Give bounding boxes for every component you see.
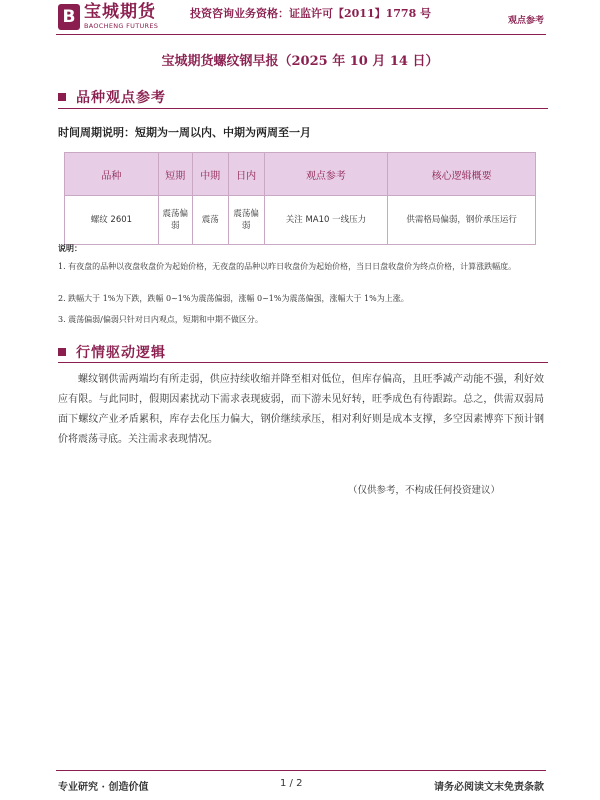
report-title: 宝城期货螺纹钢早报（2025 年 10 月 14 日）: [161, 54, 439, 69]
table-row: [65, 196, 536, 245]
section-bullet-icon: [58, 348, 66, 356]
header-mid-term: 中期: [192, 153, 228, 196]
notes-label: 说明：: [58, 243, 82, 253]
page-header: [0, 0, 600, 36]
logo-mark-icon: B: [58, 4, 80, 30]
cell-core-logic: 供需格局偏弱，钢价承压运行: [388, 196, 536, 245]
page-number: 1 / 2: [280, 778, 303, 789]
cell-mid-term: 震荡: [192, 196, 228, 245]
section-heading-views: [58, 87, 166, 107]
section-bullet-icon: [58, 93, 66, 101]
header-view: 观点参考: [264, 153, 388, 196]
footer-divider: [56, 770, 546, 771]
footer-slogan: 专业研究 · 创造价值: [58, 782, 149, 793]
license-text: 投资咨询业务资格：证监许可【2011】1778 号: [190, 7, 432, 20]
footer-disclaimer-note: 请务必阅读文末免责条款: [434, 782, 544, 793]
note-item: 2. 跌幅大于 1%为下跌，跌幅 0~1%为震荡偏弱，涨幅 0~1%为震荡偏强，涨幅大于 1%为上涨。: [58, 294, 409, 303]
section-title: 品种观点参考: [76, 90, 166, 106]
note-item: 1. 有夜盘的品种以夜盘收盘价为起始价格，无夜盘的品种以昨日收盘价为起始价格，当日日盘收盘价为终点价格，计算涨跌幅度。: [58, 262, 517, 271]
header-core-logic: 核心逻辑概要: [388, 153, 536, 196]
logo-name-en: BAOCHENG FUTURES: [84, 22, 159, 30]
cell-variety: 螺纹 2601: [65, 196, 159, 245]
company-logo: [58, 3, 158, 30]
header-tagline: 观点参考: [507, 16, 544, 26]
period-note: 时间周期说明：短期为一周以内、中期为两周至一月: [58, 126, 311, 139]
logo-name-cn: 宝城期货: [84, 2, 156, 22]
section-heading-drivers: [58, 342, 166, 362]
cell-view: 关注 MA10 一线压力: [264, 196, 388, 245]
header-variety: 品种: [65, 153, 159, 196]
disclaimer-text: （仅供参考，不构成任何投资建议）: [348, 485, 501, 496]
section-divider: [58, 362, 548, 363]
note-item: 3. 震荡偏弱/偏弱只针对日内观点，短期和中期不做区分。: [58, 315, 263, 324]
cell-intraday: 震荡偏弱: [228, 196, 264, 245]
header-divider: [56, 34, 546, 35]
header-intraday: 日内: [228, 153, 264, 196]
logo-text: [84, 3, 158, 30]
header-short-term: 短期: [158, 153, 192, 196]
driver-paragraph: 螺纹钢供需两端均有所走弱，供应持续收缩并降至相对低位，但库存偏高，且旺季减产动能不强，利好效应有限。与此同时，假期因素扰动下需求表现疲弱，而下游未见好转，旺季成色有待跟踪。总之，供需双弱局面下螺纹产业矛盾累积，库存去化压力偏大，钢价继续承压，相对利好则是成本支撑，多空因素博弈下预计钢价将震荡寻底。关注需求表现情况。: [58, 374, 544, 445]
cell-short-term: 震荡偏弱: [158, 196, 192, 245]
section-divider: [58, 108, 548, 109]
section-title: 行情驱动逻辑: [76, 345, 166, 361]
views-table: [64, 152, 536, 245]
table-header-row: [65, 153, 536, 196]
